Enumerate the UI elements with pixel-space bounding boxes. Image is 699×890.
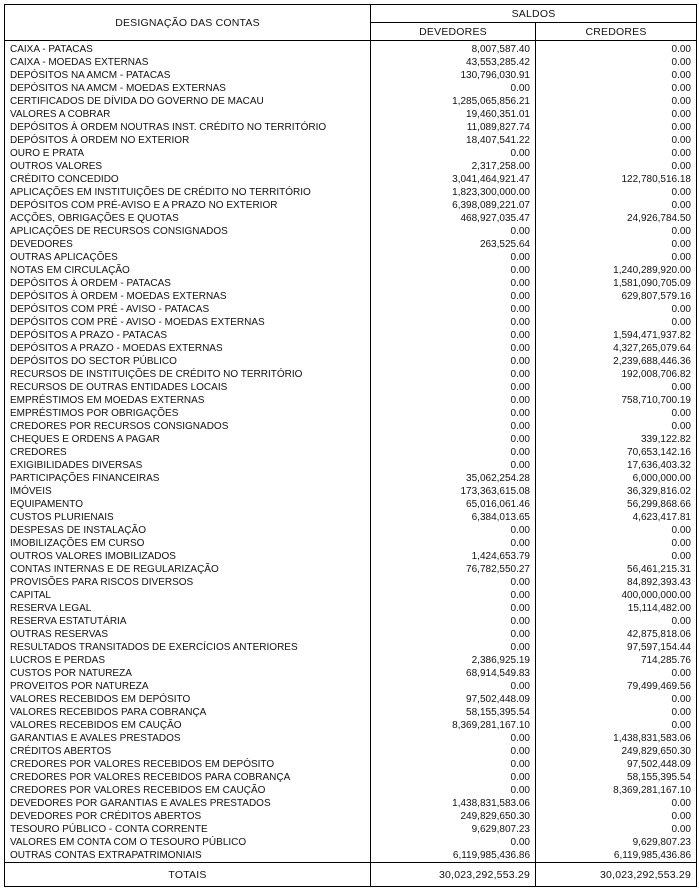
account-name: VALORES RECEBIDOS EM CAUÇÃO [5, 719, 371, 732]
account-name: DEPÓSITOS À ORDEM - MOEDAS EXTERNAS [5, 290, 371, 303]
account-devedores: 76,782,550.27 [371, 563, 536, 576]
account-devedores: 0.00 [371, 641, 536, 654]
account-name: CREDORES POR RECURSOS CONSIGNADOS [5, 420, 371, 433]
account-credores: 1,438,831,583.06 [536, 732, 697, 745]
account-credores: 0.00 [536, 316, 697, 329]
table-row [5, 628, 697, 641]
account-credores: 339,122.82 [536, 433, 697, 446]
account-devedores: 130,796,030.91 [371, 69, 536, 82]
account-credores: 0.00 [536, 537, 697, 550]
account-name: OUTRAS RESERVAS [5, 628, 371, 641]
account-name: DEVEDORES [5, 238, 371, 251]
account-credores: 24,926,784.50 [536, 212, 697, 225]
table-row [5, 446, 697, 459]
account-credores: 4,327,265,079.64 [536, 342, 697, 355]
account-devedores: 0.00 [371, 537, 536, 550]
account-credores: 0.00 [536, 160, 697, 173]
table-row [5, 264, 697, 277]
account-name: OUTRAS CONTAS EXTRAPATRIMONIAIS [5, 849, 371, 863]
account-devedores: 468,927,035.47 [371, 212, 536, 225]
account-name: CUSTOS POR NATUREZA [5, 667, 371, 680]
account-credores: 0.00 [536, 108, 697, 121]
account-devedores: 1,438,831,583.06 [371, 797, 536, 810]
account-credores: 0.00 [536, 706, 697, 719]
account-devedores: 1,424,653.79 [371, 550, 536, 563]
account-credores: 0.00 [536, 667, 697, 680]
account-name: VALORES EM CONTA COM O TESOURO PÚBLICO [5, 836, 371, 849]
account-devedores: 35,062,254.28 [371, 472, 536, 485]
account-devedores: 0.00 [371, 381, 536, 394]
account-name: DEPÓSITOS A PRAZO - PATACAS [5, 329, 371, 342]
account-devedores: 0.00 [371, 420, 536, 433]
account-credores: 2,239,688,446.36 [536, 355, 697, 368]
table-row [5, 342, 697, 355]
account-name: CAIXA - PATACAS [5, 41, 371, 57]
account-credores: 0.00 [536, 41, 697, 57]
account-devedores: 0.00 [371, 394, 536, 407]
account-credores: 0.00 [536, 719, 697, 732]
account-devedores: 58,155,395.54 [371, 706, 536, 719]
table-row [5, 563, 697, 576]
account-devedores: 9,629,807.23 [371, 823, 536, 836]
account-credores: 0.00 [536, 810, 697, 823]
account-devedores: 0.00 [371, 745, 536, 758]
account-credores: 1,240,289,920.00 [536, 264, 697, 277]
table-row [5, 238, 697, 251]
table-row [5, 615, 697, 628]
account-devedores: 263,525.64 [371, 238, 536, 251]
account-credores: 0.00 [536, 147, 697, 160]
account-devedores: 173,363,615.08 [371, 485, 536, 498]
account-devedores: 0.00 [371, 615, 536, 628]
account-name: DEPÓSITOS À ORDEM NOUTRAS INST. CRÉDITO NO TERRITÓRIO [5, 121, 371, 134]
account-credores: 1,581,090,705.09 [536, 277, 697, 290]
account-name: DEPÓSITOS À ORDEM - PATACAS [5, 277, 371, 290]
table-row [5, 810, 697, 823]
account-name: CREDORES POR VALORES RECEBIDOS EM DEPÓSITO [5, 758, 371, 771]
table-row [5, 381, 697, 394]
account-devedores: 0.00 [371, 264, 536, 277]
account-credores: 17,636,403.32 [536, 459, 697, 472]
account-name: OURO E PRATA [5, 147, 371, 160]
table-row [5, 225, 697, 238]
table-row [5, 485, 697, 498]
account-name: DEVEDORES POR GARANTIAS E AVALES PRESTADOS [5, 797, 371, 810]
account-devedores: 65,016,061.46 [371, 498, 536, 511]
account-name: RECURSOS DE OUTRAS ENTIDADES LOCAIS [5, 381, 371, 394]
table-row [5, 251, 697, 264]
table-row [5, 667, 697, 680]
table-row [5, 394, 697, 407]
account-name: IMÓVEIS [5, 485, 371, 498]
account-name: LUCROS E PERDAS [5, 654, 371, 667]
account-devedores: 0.00 [371, 836, 536, 849]
table-row [5, 173, 697, 186]
account-credores: 0.00 [536, 615, 697, 628]
table-row [5, 758, 697, 771]
account-credores: 6,000,000.00 [536, 472, 697, 485]
totals-label: TOTAIS [5, 863, 371, 887]
account-credores: 714,285.76 [536, 654, 697, 667]
col-header-credores: CREDORES [536, 23, 697, 41]
account-name: PROVISÕES PARA RISCOS DIVERSOS [5, 576, 371, 589]
account-name: APLICAÇÕES EM INSTITUIÇÕES DE CRÉDITO NO TERRITÓRIO [5, 186, 371, 199]
table-row [5, 95, 697, 108]
account-credores: 249,829,650.30 [536, 745, 697, 758]
account-devedores: 0.00 [371, 316, 536, 329]
account-credores: 58,155,395.54 [536, 771, 697, 784]
account-devedores: 0.00 [371, 732, 536, 745]
account-devedores: 0.00 [371, 628, 536, 641]
account-credores: 4,623,417.81 [536, 511, 697, 524]
table-row [5, 576, 697, 589]
account-name: EQUIPAMENTO [5, 498, 371, 511]
account-name: DEPÓSITOS A PRAZO - MOEDAS EXTERNAS [5, 342, 371, 355]
table-row [5, 355, 697, 368]
table-row [5, 797, 697, 810]
table-row [5, 550, 697, 563]
account-devedores: 0.00 [371, 355, 536, 368]
account-name: GARANTIAS E AVALES PRESTADOS [5, 732, 371, 745]
account-name: PARTICIPAÇÕES FINANCEIRAS [5, 472, 371, 485]
table-row [5, 41, 697, 57]
account-name: DESPESAS DE INSTALAÇÃO [5, 524, 371, 537]
account-name: CONTAS INTERNAS E DE REGULARIZAÇÃO [5, 563, 371, 576]
table-row [5, 108, 697, 121]
account-name: DEPÓSITOS NA AMCM - MOEDAS EXTERNAS [5, 82, 371, 95]
table-row [5, 82, 697, 95]
account-name: ACÇÕES, OBRIGAÇÕES E QUOTAS [5, 212, 371, 225]
table-row [5, 316, 697, 329]
table-row [5, 277, 697, 290]
table-row [5, 641, 697, 654]
table-row [5, 134, 697, 147]
account-credores: 0.00 [536, 95, 697, 108]
account-name: EMPRÉSTIMOS EM MOEDAS EXTERNAS [5, 394, 371, 407]
account-devedores: 0.00 [371, 524, 536, 537]
account-credores: 0.00 [536, 238, 697, 251]
account-credores: 0.00 [536, 199, 697, 212]
account-devedores: 0.00 [371, 290, 536, 303]
account-credores: 84,892,393.43 [536, 576, 697, 589]
account-credores: 0.00 [536, 186, 697, 199]
table-row [5, 69, 697, 82]
account-credores: 9,629,807.23 [536, 836, 697, 849]
table-row [5, 121, 697, 134]
account-credores: 79,499,469.56 [536, 680, 697, 693]
account-name: CERTIFICADOS DE DÍVIDA DO GOVERNO DE MACAU [5, 95, 371, 108]
col-header-saldos: SALDOS [371, 5, 697, 23]
account-devedores: 0.00 [371, 433, 536, 446]
account-name: EMPRÉSTIMOS POR OBRIGAÇÕES [5, 407, 371, 420]
table-row [5, 459, 697, 472]
account-name: TESOURO PÚBLICO - CONTA CORRENTE [5, 823, 371, 836]
account-name: RESERVA LEGAL [5, 602, 371, 615]
account-credores: 0.00 [536, 797, 697, 810]
table-row [5, 589, 697, 602]
account-name: CHEQUES E ORDENS A PAGAR [5, 433, 371, 446]
table-row [5, 849, 697, 863]
col-header-devedores: DEVEDORES [371, 23, 536, 41]
account-devedores: 8,369,281,167.10 [371, 719, 536, 732]
table-row [5, 407, 697, 420]
account-devedores: 0.00 [371, 225, 536, 238]
table-header [5, 5, 697, 41]
account-credores: 15,114,482.00 [536, 602, 697, 615]
table-row [5, 56, 697, 69]
account-credores: 629,807,579.16 [536, 290, 697, 303]
table-row [5, 160, 697, 173]
table-row [5, 771, 697, 784]
account-credores: 56,461,215.31 [536, 563, 697, 576]
account-devedores: 0.00 [371, 758, 536, 771]
account-credores: 97,597,154.44 [536, 641, 697, 654]
table-row [5, 290, 697, 303]
table-body [5, 41, 697, 863]
account-devedores: 2,386,925.19 [371, 654, 536, 667]
totals-row [5, 863, 697, 887]
account-name: DEPÓSITOS COM PRÉ-AVISO E A PRAZO NO EXTERIOR [5, 199, 371, 212]
table-row [5, 693, 697, 706]
account-credores: 97,502,448.09 [536, 758, 697, 771]
account-devedores: 0.00 [371, 303, 536, 316]
account-credores: 0.00 [536, 69, 697, 82]
table-row [5, 784, 697, 797]
account-credores: 42,875,818.06 [536, 628, 697, 641]
account-devedores: 0.00 [371, 251, 536, 264]
table-row [5, 537, 697, 550]
account-devedores: 8,007,587.40 [371, 41, 536, 57]
account-credores: 0.00 [536, 56, 697, 69]
account-credores: 400,000,000.00 [536, 589, 697, 602]
account-name: CAIXA - MOEDAS EXTERNAS [5, 56, 371, 69]
account-name: RESERVA ESTATUTÁRIA [5, 615, 371, 628]
account-devedores: 0.00 [371, 602, 536, 615]
account-devedores: 68,914,549.83 [371, 667, 536, 680]
account-name: APLICAÇÕES DE RECURSOS CONSIGNADOS [5, 225, 371, 238]
account-devedores: 3,041,464,921.47 [371, 173, 536, 186]
account-name: OUTRAS APLICAÇÕES [5, 251, 371, 264]
table-row [5, 420, 697, 433]
account-devedores: 0.00 [371, 576, 536, 589]
account-devedores: 18,407,541.22 [371, 134, 536, 147]
account-credores: 0.00 [536, 251, 697, 264]
table-row [5, 602, 697, 615]
account-devedores: 0.00 [371, 589, 536, 602]
account-credores: 0.00 [536, 420, 697, 433]
account-name: DEPÓSITOS NA AMCM - PATACAS [5, 69, 371, 82]
account-credores: 0.00 [536, 524, 697, 537]
account-credores: 8,369,281,167.10 [536, 784, 697, 797]
account-devedores: 0.00 [371, 342, 536, 355]
table-row [5, 732, 697, 745]
account-credores: 0.00 [536, 693, 697, 706]
account-devedores: 249,829,650.30 [371, 810, 536, 823]
table-row [5, 511, 697, 524]
account-devedores: 97,502,448.09 [371, 693, 536, 706]
account-devedores: 0.00 [371, 368, 536, 381]
table-row [5, 433, 697, 446]
account-devedores: 19,460,351.01 [371, 108, 536, 121]
account-name: CUSTOS PLURIENAIS [5, 511, 371, 524]
account-devedores: 0.00 [371, 407, 536, 420]
account-name: CAPITAL [5, 589, 371, 602]
account-name: CREDORES POR VALORES RECEBIDOS PARA COBRANÇA [5, 771, 371, 784]
table-row [5, 303, 697, 316]
account-name: DEVEDORES POR CRÉDITOS ABERTOS [5, 810, 371, 823]
table-row [5, 329, 697, 342]
account-devedores: 6,398,089,221.07 [371, 199, 536, 212]
account-credores: 0.00 [536, 121, 697, 134]
account-name: CRÉDITO CONCEDIDO [5, 173, 371, 186]
table-row [5, 654, 697, 667]
account-name: EXIGIBILIDADES DIVERSAS [5, 459, 371, 472]
table-row [5, 186, 697, 199]
account-name: PROVEITOS POR NATUREZA [5, 680, 371, 693]
account-name: DEPÓSITOS COM PRÉ - AVISO - PATACAS [5, 303, 371, 316]
account-credores: 0.00 [536, 134, 697, 147]
totals-devedores: 30,023,292,553.29 [371, 863, 536, 887]
account-name: DEPÓSITOS À ORDEM NO EXTERIOR [5, 134, 371, 147]
table-row [5, 212, 697, 225]
account-credores: 758,710,700.19 [536, 394, 697, 407]
account-devedores: 43,553,285.42 [371, 56, 536, 69]
account-name: CREDORES [5, 446, 371, 459]
account-devedores: 0.00 [371, 784, 536, 797]
account-name: CREDORES POR VALORES RECEBIDOS EM CAUÇÃO [5, 784, 371, 797]
account-devedores: 1,823,300,000.00 [371, 186, 536, 199]
table-footer [5, 863, 697, 887]
account-name: VALORES RECEBIDOS EM DEPÓSITO [5, 693, 371, 706]
account-name: OUTROS VALORES [5, 160, 371, 173]
table-row [5, 498, 697, 511]
account-credores: 70,653,142.16 [536, 446, 697, 459]
account-devedores: 0.00 [371, 329, 536, 342]
table-row [5, 719, 697, 732]
account-name: IMOBILIZAÇÕES EM CURSO [5, 537, 371, 550]
account-devedores: 0.00 [371, 459, 536, 472]
account-credores: 36,329,816.02 [536, 485, 697, 498]
account-devedores: 6,119,985,436.86 [371, 849, 536, 863]
account-name: DEPÓSITOS COM PRÉ - AVISO - MOEDAS EXTERNAS [5, 316, 371, 329]
account-devedores: 0.00 [371, 771, 536, 784]
table-row [5, 706, 697, 719]
balance-table [4, 4, 697, 887]
account-devedores: 11,089,827.74 [371, 121, 536, 134]
account-name: DEPÓSITOS DO SECTOR PÚBLICO [5, 355, 371, 368]
account-credores: 6,119,985,436.86 [536, 849, 697, 863]
account-devedores: 0.00 [371, 446, 536, 459]
account-credores: 0.00 [536, 303, 697, 316]
account-devedores: 1,285,065,856.21 [371, 95, 536, 108]
account-credores: 0.00 [536, 550, 697, 563]
account-credores: 122,780,516.18 [536, 173, 697, 186]
account-name: RESULTADOS TRANSITADOS DE EXERCÍCIOS ANTERIORES [5, 641, 371, 654]
account-credores: 1,594,471,937.82 [536, 329, 697, 342]
account-credores: 0.00 [536, 381, 697, 394]
table-row [5, 472, 697, 485]
account-credores: 0.00 [536, 823, 697, 836]
account-credores: 192,008,706.82 [536, 368, 697, 381]
account-devedores: 0.00 [371, 82, 536, 95]
table-row [5, 745, 697, 758]
table-row [5, 680, 697, 693]
account-credores: 0.00 [536, 407, 697, 420]
table-row [5, 368, 697, 381]
account-name: NOTAS EM CIRCULAÇÃO [5, 264, 371, 277]
table-row [5, 199, 697, 212]
account-name: VALORES RECEBIDOS PARA COBRANÇA [5, 706, 371, 719]
table-row [5, 836, 697, 849]
table-row [5, 147, 697, 160]
totals-credores: 30,023,292,553.29 [536, 863, 697, 887]
account-credores: 0.00 [536, 82, 697, 95]
account-name: CRÉDITOS ABERTOS [5, 745, 371, 758]
account-name: RECURSOS DE INSTITUIÇÕES DE CRÉDITO NO TERRITÓRIO [5, 368, 371, 381]
account-name: VALORES A COBRAR [5, 108, 371, 121]
account-devedores: 6,384,013.65 [371, 511, 536, 524]
account-devedores: 2,317,258.00 [371, 160, 536, 173]
table-row [5, 524, 697, 537]
account-devedores: 0.00 [371, 147, 536, 160]
col-header-designacao: DESIGNAÇÃO DAS CONTAS [5, 5, 371, 41]
table-row [5, 823, 697, 836]
account-credores: 56,299,868.66 [536, 498, 697, 511]
account-devedores: 0.00 [371, 277, 536, 290]
account-name: OUTROS VALORES IMOBILIZADOS [5, 550, 371, 563]
account-devedores: 0.00 [371, 680, 536, 693]
account-credores: 0.00 [536, 225, 697, 238]
